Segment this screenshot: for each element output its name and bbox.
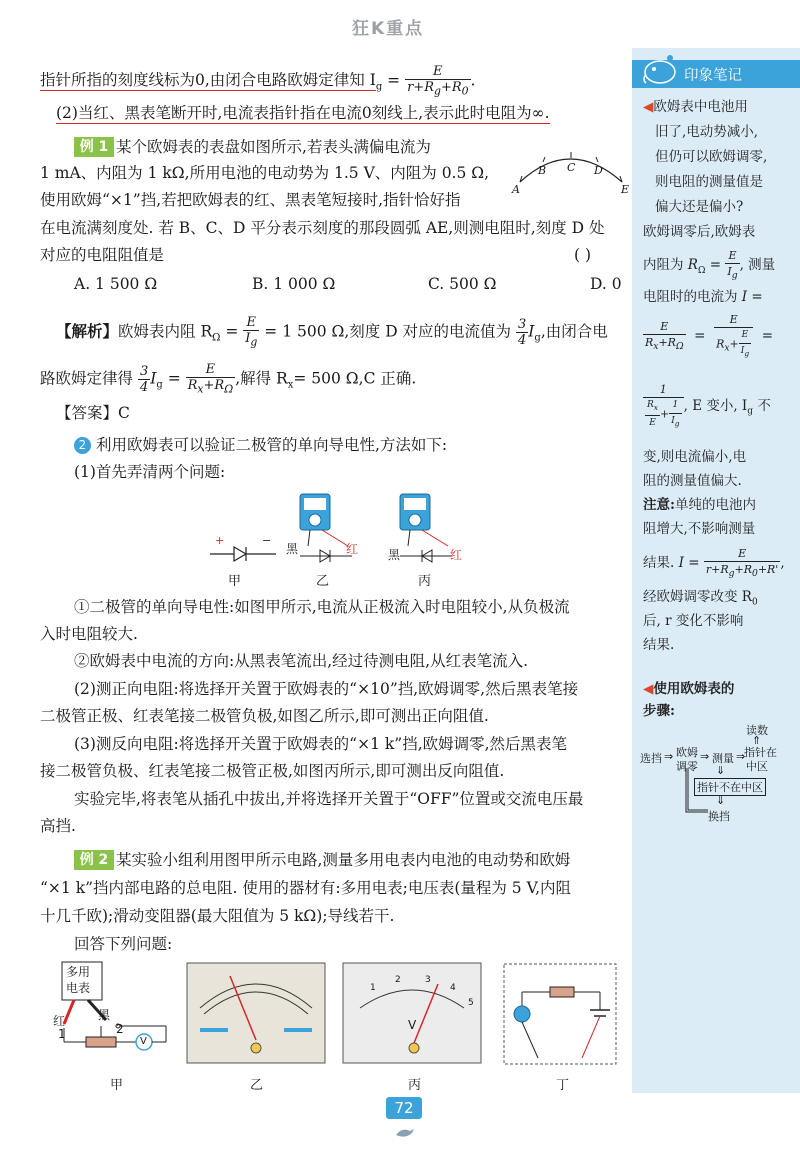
volt-tick-4: 4 bbox=[450, 983, 456, 993]
analysis-2c: = 500 Ω,C 正确. bbox=[293, 369, 417, 388]
fig-node-1: 1 bbox=[58, 1027, 66, 1041]
note1-l7: 内阻为 bbox=[643, 257, 684, 274]
para4-line2: 接二极管负极、红表笔接二极管正极,如图丙所示,即可测出反向阻值. bbox=[40, 762, 505, 780]
fig-node-2: 2 bbox=[116, 1022, 124, 1036]
example-2-label: 例 2 bbox=[74, 850, 114, 870]
para4-line1: (3)测反向电阻:将选择开关置于欧姆表的“×1 k”挡,欧姆调零,然后黑表笔 bbox=[74, 735, 568, 753]
line1-sub: g bbox=[375, 81, 383, 93]
note1-eq1: = bbox=[694, 327, 706, 344]
caption-bing: 丙 bbox=[418, 574, 432, 589]
sidebar-note2-title2: 步骤: bbox=[643, 703, 675, 719]
frac-i: I bbox=[245, 331, 251, 346]
fig-black-label: 黑 bbox=[98, 1008, 111, 1022]
volt-tick-5: 5 bbox=[468, 998, 474, 1008]
example-1-label: 例 1 bbox=[74, 137, 114, 157]
para1-line2: 入时电阻较大. bbox=[40, 625, 138, 643]
note1-l8: 电阻时的电流为 bbox=[643, 289, 738, 305]
volt-tick-2: 2 bbox=[395, 975, 401, 985]
frac-4: 4 bbox=[518, 332, 527, 348]
analysis-label: 【解析】 bbox=[56, 322, 119, 341]
line1-text: 指针所指的刻度线标为0,由闭合电路欧姆定律知 I bbox=[40, 71, 376, 90]
note1-e-change: , E 变小, I bbox=[683, 397, 748, 414]
caption-bottom-bing: 丙 bbox=[408, 1078, 422, 1093]
ex1-answer-paren: ( ) bbox=[574, 246, 592, 264]
text-line-2 bbox=[56, 103, 550, 123]
meter-diagram-yi bbox=[290, 490, 365, 574]
analysis-2a: 路欧姆定律得 bbox=[40, 369, 134, 388]
sidebar-note1-line2: 旧了,电动势减小, bbox=[655, 124, 759, 140]
caption-yi: 乙 bbox=[316, 574, 330, 589]
sidebar-after-line2: 后, r 变化不影响 bbox=[643, 613, 744, 629]
sidebar-eq-line: $\frac{E}{R_x+R_\Omega}$ = E $R_x+$ $\frac{E}{I_g}$ = bbox=[645, 313, 774, 358]
section-2-sub1: (1)首先弄清两个问题: bbox=[74, 463, 226, 481]
notice-l1: 单纯的电池内 bbox=[674, 497, 756, 513]
flow-select: 选挡 bbox=[640, 752, 662, 765]
note1-i: I = bbox=[741, 289, 763, 305]
voltmeter-v-label: V bbox=[408, 1018, 417, 1032]
line1-den: r+R bbox=[407, 80, 434, 95]
sidebar-note1-line7: 内阻为 $R_\Omega$ = $\frac{E}{I_g}$ , 测量 bbox=[643, 249, 776, 282]
bird-icon bbox=[394, 1124, 416, 1143]
note1-eq2: = bbox=[761, 327, 774, 344]
page-header-title: 狂K重点 bbox=[352, 19, 425, 39]
line1-num: E bbox=[405, 64, 470, 80]
choice-c: C. 500 Ω bbox=[428, 275, 497, 293]
circuit-figure-ding bbox=[502, 962, 620, 1076]
para5-line2: 高挡. bbox=[40, 817, 76, 835]
flow-read: 读数 bbox=[746, 724, 768, 737]
analysis-line-1: 【解析】欧姆表内阻 $R_\Omega$ = $\frac{E}{I_g}$ = 1 500 Ω,刻度 D 对应的电流值为 $\frac{3}{4}$ $I_g$,由闭合电 bbox=[56, 315, 608, 349]
para3-line1: (2)测正向电阻:将选择开关置于欧姆表的“×10”挡,欧姆调零,然后黑表笔接 bbox=[74, 680, 579, 698]
para1-line1: ①二极管的单向导电性:如图甲所示,电流从正极流入时电阻较小,从负极流 bbox=[74, 598, 570, 616]
line1-den-mid: +R bbox=[440, 80, 462, 95]
notice-label: 注意: bbox=[643, 497, 675, 513]
note2-l1: 使用欧姆表的 bbox=[653, 681, 735, 697]
sidebar-notice-line2: 阻增大,不影响测量 bbox=[643, 521, 756, 537]
arc-label-e: E bbox=[621, 183, 630, 196]
ex1-line-4: 在电流满刻度处. 若 B、C、D 平分表示刻度的那段圆弧 AE,则测电阻时,刻度 D 处 bbox=[40, 219, 605, 237]
caption-bottom-jia: 甲 bbox=[110, 1078, 124, 1093]
sidebar-note1-line6: 欧姆调零后,欧姆表 bbox=[643, 224, 756, 240]
yi-red-label: 红 bbox=[346, 542, 359, 556]
sidebar-note1-end2: 阻的测量值偏大. bbox=[643, 473, 742, 489]
para5-line1: 实验完毕,将表笔从插孔中拔出,并将选择开关置于“OFF”位置或交流电压最 bbox=[74, 790, 584, 808]
section-2-text: 利用欧姆表可以验证二极管的单向导电性,方法如下: bbox=[95, 436, 448, 454]
ex1-line-3: 使用欧姆“×1”挡,若把欧姆表的红、黑表笔短接时,指针恰好指 bbox=[40, 191, 461, 209]
analysis-1a: 欧姆表内阻 R bbox=[118, 322, 213, 341]
ex2-question: 回答下列问题: bbox=[74, 935, 173, 953]
sidebar-note1-line1 bbox=[643, 96, 748, 118]
section-2-title bbox=[74, 435, 447, 455]
section-2-number: 2 bbox=[74, 437, 91, 454]
fig-meter-box-line1: 多用 bbox=[66, 965, 91, 979]
elephant-icon bbox=[640, 50, 680, 90]
fig-v-label: V bbox=[140, 1036, 147, 1047]
sidebar-note1-line4: 则电阻的测量值是 bbox=[655, 174, 763, 190]
ex1-line-5: 对应的电阻阻值是 bbox=[40, 246, 165, 264]
ex1-line-1: 某个欧姆表的表盘如图所示,若表头满偏电流为 bbox=[116, 138, 431, 156]
line1-den-sub2: 0 bbox=[461, 84, 469, 98]
flow-center1: 指针在 bbox=[744, 746, 777, 759]
note1-not: 不 bbox=[757, 397, 771, 414]
flow-diagram: 选挡 ⇒ 欧姆 调零 ⇒ 测量 ⇒ 读数 ⇑ 指针在 中区 ⇓ 指针不在中区 ⇓ 换挡 bbox=[640, 724, 777, 823]
flow-notcenter: 指针不在中区 bbox=[694, 778, 766, 796]
para2-line1: ②欧姆表中电流的方向:从黑表笔流出,经过待测电阻,从红表笔流入. bbox=[74, 652, 529, 670]
sidebar-after-line3: 结果. bbox=[643, 637, 675, 653]
choice-b: B. 1 000 Ω bbox=[252, 275, 336, 293]
caption-bottom-yi: 乙 bbox=[250, 1078, 264, 1093]
page-number: 72 bbox=[386, 1097, 422, 1119]
analysis-frac-e-ig: $\frac{E}{I_g}$ bbox=[245, 315, 258, 349]
flow-change: 换挡 bbox=[708, 810, 730, 823]
sidebar-note2-title1 bbox=[643, 678, 734, 700]
sidebar-notice-line3: 结果. I = $\frac{E}{r+R_g+R_0+R'}$ , bbox=[643, 547, 785, 580]
caption-bottom-ding: 丁 bbox=[556, 1078, 570, 1093]
sidebar-note1-line8 bbox=[643, 286, 763, 308]
sidebar-title: 印象笔记 bbox=[684, 68, 742, 84]
sidebar-note1-line5: 偏大还是偏小? bbox=[655, 199, 744, 215]
volt-tick-3: 3 bbox=[425, 975, 431, 985]
diode-minus: − bbox=[262, 534, 272, 547]
after-l1: 经欧姆调零改变 R bbox=[643, 589, 752, 605]
arc-label-d: D bbox=[594, 164, 603, 177]
line1-fraction bbox=[405, 64, 470, 99]
choice-d: D. 0 bbox=[590, 275, 622, 293]
ex2-line-3: 十几千欧);滑动变阻器(最大阻值为 5 kΩ);导线若干. bbox=[40, 907, 395, 925]
flow-zero1: 欧姆 bbox=[676, 746, 698, 759]
sidebar-notice-line1 bbox=[643, 494, 756, 516]
caption-jia: 甲 bbox=[228, 574, 242, 589]
analysis-frac2-3-4: $\frac{3}{4}$ bbox=[139, 363, 149, 395]
ex2-line-1: 某实验小组利用图甲所示电路,测量多用电表内电池的电动势和欧姆 bbox=[116, 851, 571, 869]
voltmeter-dial-bing bbox=[342, 962, 482, 1070]
choice-a: A. 1 500 Ω bbox=[74, 275, 158, 293]
sidebar-note1-line3: 但仍可以欧姆调零, bbox=[655, 149, 768, 165]
notice-l3: 结果. bbox=[643, 555, 675, 572]
answer-line: 【答案】C bbox=[56, 404, 130, 422]
line1-den-sub1: g bbox=[434, 84, 441, 98]
triangle-icon-2: ◀ bbox=[643, 681, 654, 697]
note1-l1: 欧姆表中电池用 bbox=[653, 99, 748, 115]
analysis-2b: ,解得 R bbox=[235, 369, 288, 388]
fig-red-label: 红 bbox=[53, 1014, 66, 1028]
arc-label-b: B bbox=[538, 164, 547, 177]
triangle-icon: ◀ bbox=[643, 99, 654, 115]
ex2-line-2: “×1 k”挡内部电路的总电阻. 使用的器材有:多用电表;电压表(量程为 5 V,内阻 bbox=[40, 879, 571, 897]
sidebar-note1-end1: 变,则电流偏小,电 bbox=[643, 449, 747, 465]
frac-e: E bbox=[243, 315, 259, 331]
volt-tick-1: 1 bbox=[370, 983, 376, 993]
fig-meter-box-line2: 电表 bbox=[66, 981, 91, 995]
line2-text: (2)当红、黑表笔断开时,电流表指针指在电流0刻线上,表示此时电阻为∞. bbox=[56, 104, 550, 122]
note1-tail: , 测量 bbox=[739, 257, 776, 274]
analysis-1c: I bbox=[528, 322, 535, 341]
ex1-line-2: 1 mA、内阻为 1 kΩ,所用电池的电动势为 1.5 V、内阻为 0.5 Ω, bbox=[40, 164, 490, 182]
arc-label-c: C bbox=[567, 161, 576, 174]
analysis-frac-3-4 bbox=[516, 317, 528, 348]
para3-line2: 二极管正极、红表笔接二极管负极,如图乙所示,即可测出正向阻值. bbox=[40, 707, 489, 725]
text-line-1: 指针所指的刻度线标为0,由闭合电路欧姆定律知 $I_g$ = $\frac{E}{r+R_g+R_0}$ . bbox=[40, 64, 476, 98]
analysis-1d: ,由闭合电 bbox=[540, 322, 608, 341]
diode-plus: + bbox=[215, 534, 225, 547]
analysis-frac-e-rx: $\frac{E}{R_x+R_\Omega}$ bbox=[187, 362, 234, 396]
arc-label-a: A bbox=[512, 183, 520, 196]
flow-measure: 测量 bbox=[712, 752, 734, 765]
bing-red-label: 红 bbox=[450, 548, 463, 562]
yi-black-label: 黑 bbox=[286, 542, 299, 556]
sidebar-eq-line2: 1 $\frac{R_x}{E}$ + $\frac{1}{I_g}$ , E 变小, $I_g$ 不 bbox=[643, 382, 771, 431]
frac-3: 3 bbox=[518, 316, 527, 332]
flow-center2: 中区 bbox=[746, 760, 768, 773]
analysis-line-2: 路欧姆定律得 $\frac{3}{4}$ $I_g$ = $\frac{E}{R_x+R_\Omega}$ ,解得 $R_x= 500$ Ω,C 正确. bbox=[40, 362, 417, 396]
sidebar-after-line1: 经欧姆调零改变 $R_0$ bbox=[643, 589, 758, 608]
bing-black-label: 黑 bbox=[388, 548, 401, 562]
analysis-1b: = 1 500 Ω,刻度 D 对应的电流值为 bbox=[264, 322, 512, 341]
flow-zero2: 调零 bbox=[676, 760, 698, 773]
multimeter-dial-yi bbox=[186, 962, 326, 1070]
